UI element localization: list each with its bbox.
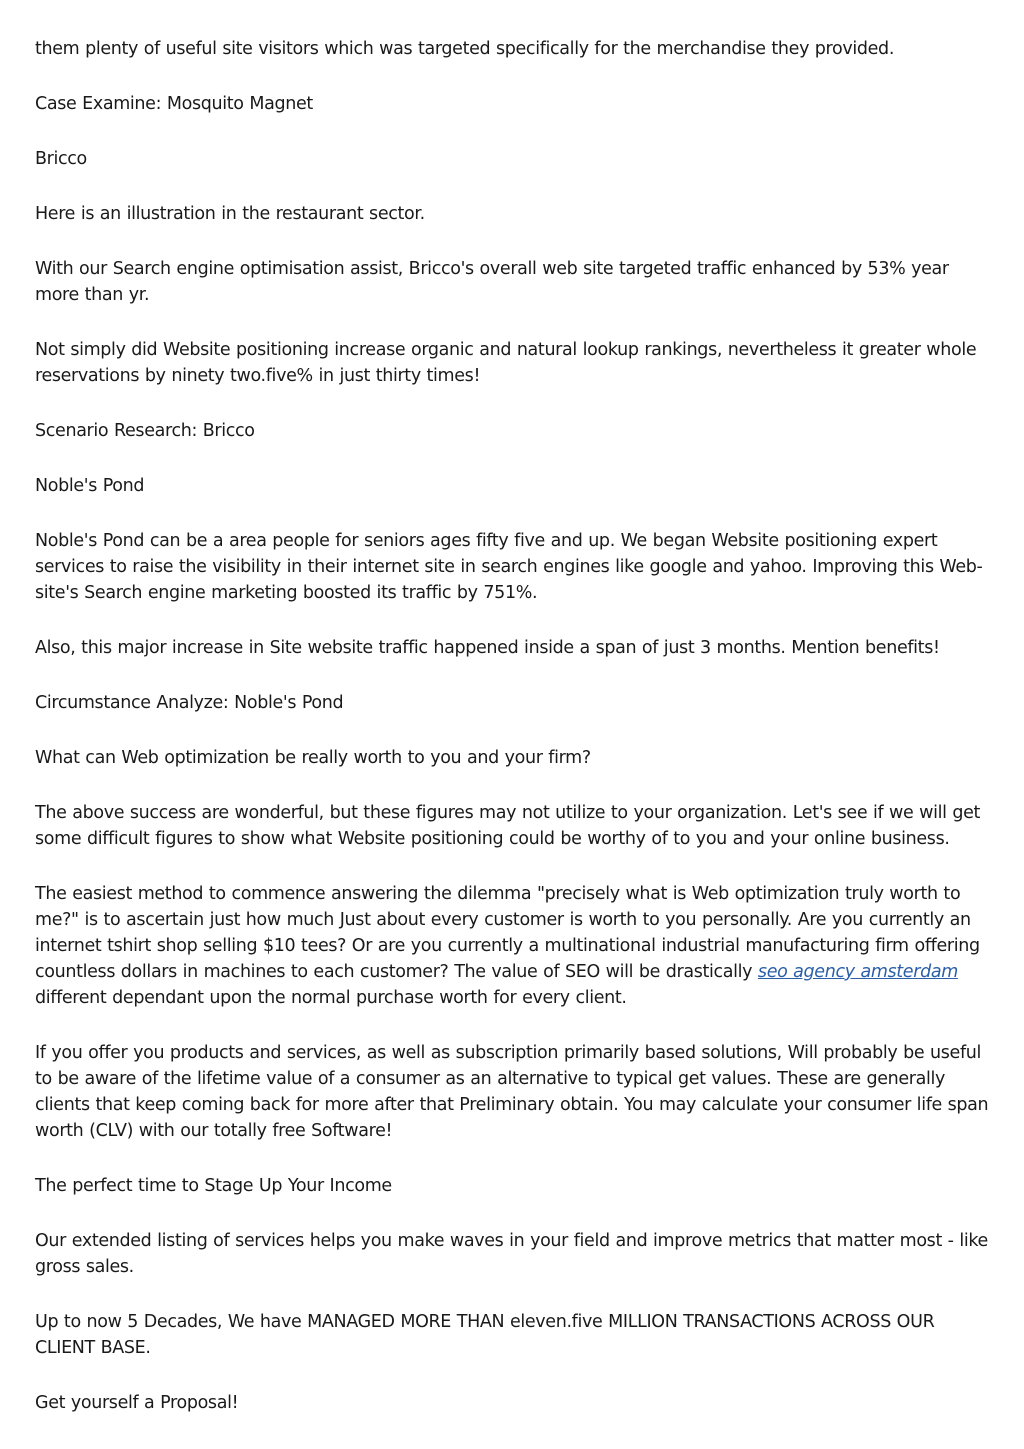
paragraph: With our Search engine optimisation assist, Bricco's overall web site targeted traffic enhanced by 53% year more than yr.: [35, 259, 949, 305]
paragraph-text-before-link: The easiest method to commence answering the dilemma "precisely what is Web optimization truly worth to me?" is to ascertain just how much Just about every customer is worth to you personally. Are you currently an internet tshirt shop selling $10 tees? Or are you currently a multinational industrial manufacturing firm offering countless dollars in machines to each customer? The value of SEO will be drastically: [35, 884, 980, 982]
call-to-action-text: Get yourself a Proposal!: [35, 1393, 239, 1413]
paragraph: Also, this major increase in Site website traffic happened inside a span of just 3 months. Mention benefits!: [35, 638, 940, 658]
paragraph-with-link: [35, 881, 993, 1011]
section-heading: Noble's Pond: [35, 476, 145, 496]
section-heading: Case Examine: Mosquito Magnet: [35, 94, 313, 114]
section-heading: The perfect time to Stage Up Your Income: [35, 1176, 392, 1196]
paragraph: Not simply did Website positioning increase organic and natural lookup rankings, nevertheless it greater whole reservations by ninety two.five% in just thirty times!: [35, 340, 977, 386]
paragraph: If you offer you products and services, as well as subscription primarily based solutions, Will probably be useful to be aware of the lifetime value of a consumer as an alternative to typical get values. These are generally clients that keep coming back for more after that Preliminary obtain. You may calculate your consumer life span worth (CLV) with our totally free Software!: [35, 1043, 989, 1141]
document-body: [35, 36, 993, 1445]
paragraph-text-after-link: different dependant upon the normal purchase worth for every client.: [35, 988, 627, 1008]
paragraph: Our extended listing of services helps you make waves in your field and improve metrics that matter most - like gross sales.: [35, 1231, 988, 1277]
paragraph: Up to now 5 Decades, We have MANAGED MORE THAN eleven.five MILLION TRANSACTIONS ACROSS OUR CLIENT BASE.: [35, 1312, 935, 1358]
paragraph: Noble's Pond can be a area people for seniors ages fifty five and up. We began Website positioning expert services to raise the visibility in their internet site in search engines like google and yahoo. Improving this Web-site's Search engine marketing boosted its traffic by 751%.: [35, 531, 983, 603]
section-heading: Circumstance Analyze: Noble's Pond: [35, 693, 344, 713]
seo-agency-link[interactable]: seo agency amsterdam: [757, 962, 958, 982]
section-heading: What can Web optimization be really worth to you and your firm?: [35, 748, 591, 768]
section-heading: Scenario Research: Bricco: [35, 421, 255, 441]
paragraph: The above success are wonderful, but these figures may not utilize to your organization. Let's see if we will get some difficult figures to show what Website positioning could be worthy of to you and your online business.: [35, 803, 981, 849]
section-heading: Bricco: [35, 149, 87, 169]
paragraph: them plenty of useful site visitors which was targeted specifically for the merchandise they provided.: [35, 39, 895, 59]
paragraph: Here is an illustration in the restaurant sector.: [35, 204, 425, 224]
